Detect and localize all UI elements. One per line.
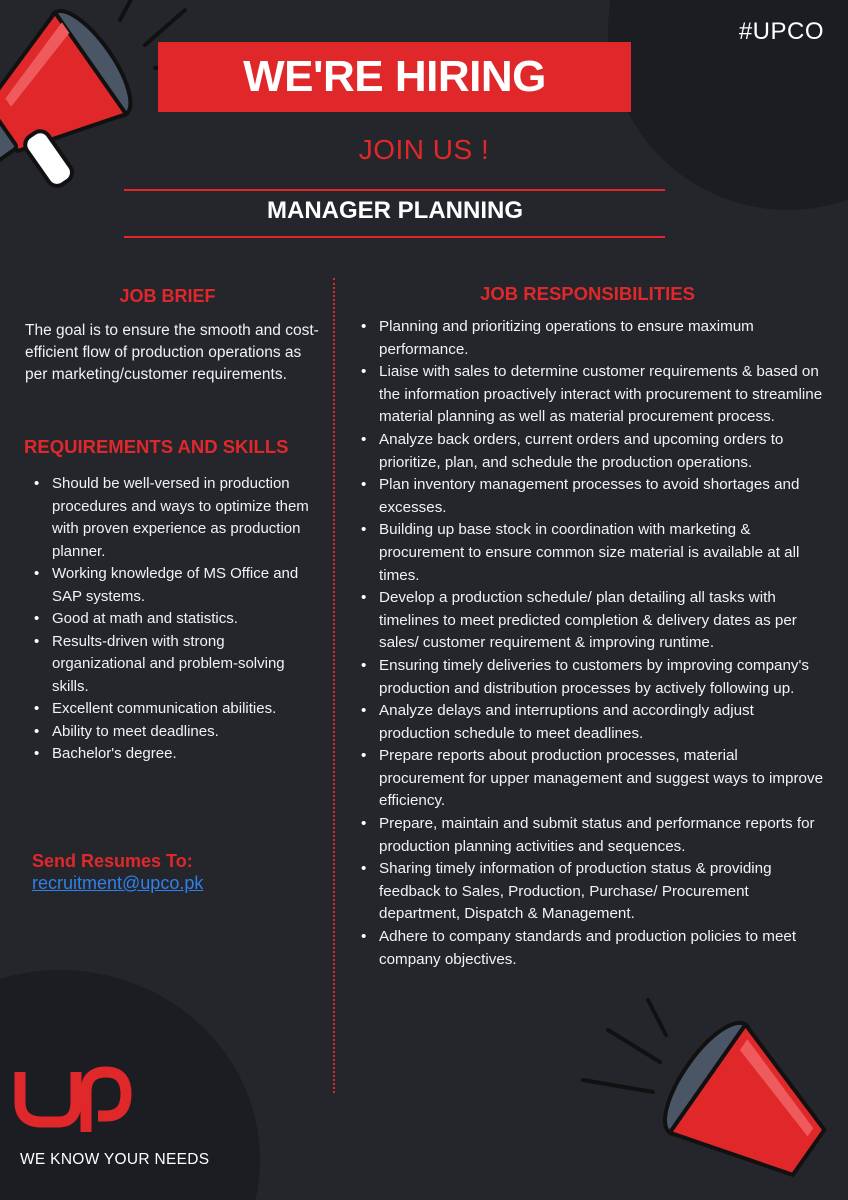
position-title: MANAGER PLANNING xyxy=(267,197,523,224)
hiring-banner xyxy=(158,42,631,112)
join-us-heading: JOIN US ! xyxy=(358,134,490,165)
list-item: • Planning and prioritizing operations to ensure maximum performance. xyxy=(352,316,827,361)
list-item: • Good at math and statistics. xyxy=(25,608,315,631)
hashtag: #UPCO xyxy=(738,18,824,45)
requirements-heading: REQUIREMENTS AND SKILLS xyxy=(24,436,289,457)
job-brief-heading: JOB BRIEF xyxy=(119,286,216,306)
contact-block xyxy=(32,851,203,894)
list-item: • Develop a production schedule/ plan detailing all tasks with timelines to meet predicted completion & delivery dates as per sales/ customer requirement & improving runtime. xyxy=(352,587,827,655)
column-divider xyxy=(333,278,335,1093)
list-item: • Should be well-versed in production procedures and ways to optimize them with proven experience as production planner. xyxy=(25,473,315,563)
list-item: • Plan inventory management processes to avoid shortages and excesses. xyxy=(352,474,827,519)
list-item: • Working knowledge of MS Office and SAP systems. xyxy=(25,563,315,608)
list-item: • Sharing timely information of production status & providing feedback to Sales, Production, Purchase/ Procurement department, Dispatch & Management. xyxy=(352,858,827,926)
list-item: • Results-driven with strong organizational and problem-solving skills. xyxy=(25,631,315,699)
list-item: • Excellent communication abilities. xyxy=(25,698,315,721)
upco-logo xyxy=(14,1066,134,1132)
list-item: • Prepare, maintain and submit status and performance reports for production planning activities and sequences. xyxy=(352,813,827,858)
tagline: WE KNOW YOUR NEEDS xyxy=(20,1151,210,1168)
job-brief-text: The goal is to ensure the smooth and cost-efficient flow of production operations as per marketing/customer requirements. xyxy=(25,322,319,383)
list-item: • Bachelor's degree. xyxy=(25,743,315,766)
responsibilities-list xyxy=(352,316,827,971)
responsibilities-heading: JOB RESPONSIBILITIES xyxy=(480,283,695,304)
divider xyxy=(124,236,665,238)
send-resumes-label: Send Resumes To: xyxy=(32,851,193,871)
requirements-list xyxy=(25,473,315,766)
list-item: • Analyze back orders, current orders and upcoming orders to prioritize, plan, and schedule the production operations. xyxy=(352,429,827,474)
email-link[interactable]: recruitment@upco.pk xyxy=(32,873,204,893)
banner-title: WE'RE HIRING xyxy=(243,52,546,101)
list-item: • Ensuring timely deliveries to customers by improving company's production and distribution processes by actively following up. xyxy=(352,655,827,700)
divider xyxy=(124,189,665,191)
megaphone-icon xyxy=(578,980,848,1200)
list-item: • Analyze delays and interruptions and accordingly adjust production schedule to meet deadlines. xyxy=(352,700,827,745)
list-item: • Building up base stock in coordination with marketing & procurement to ensure common size material is available at all times. xyxy=(352,519,827,587)
list-item: • Prepare reports about production processes, material procurement for upper management and suggest ways to improve efficiency. xyxy=(352,745,827,813)
list-item: • Liaise with sales to determine customer requirements & based on the information proactively interact with procurement to streamline material planning as well as material procurement process. xyxy=(352,361,827,429)
list-item: • Adhere to company standards and production policies to meet company objectives. xyxy=(352,926,827,971)
list-item: • Ability to meet deadlines. xyxy=(25,721,315,744)
